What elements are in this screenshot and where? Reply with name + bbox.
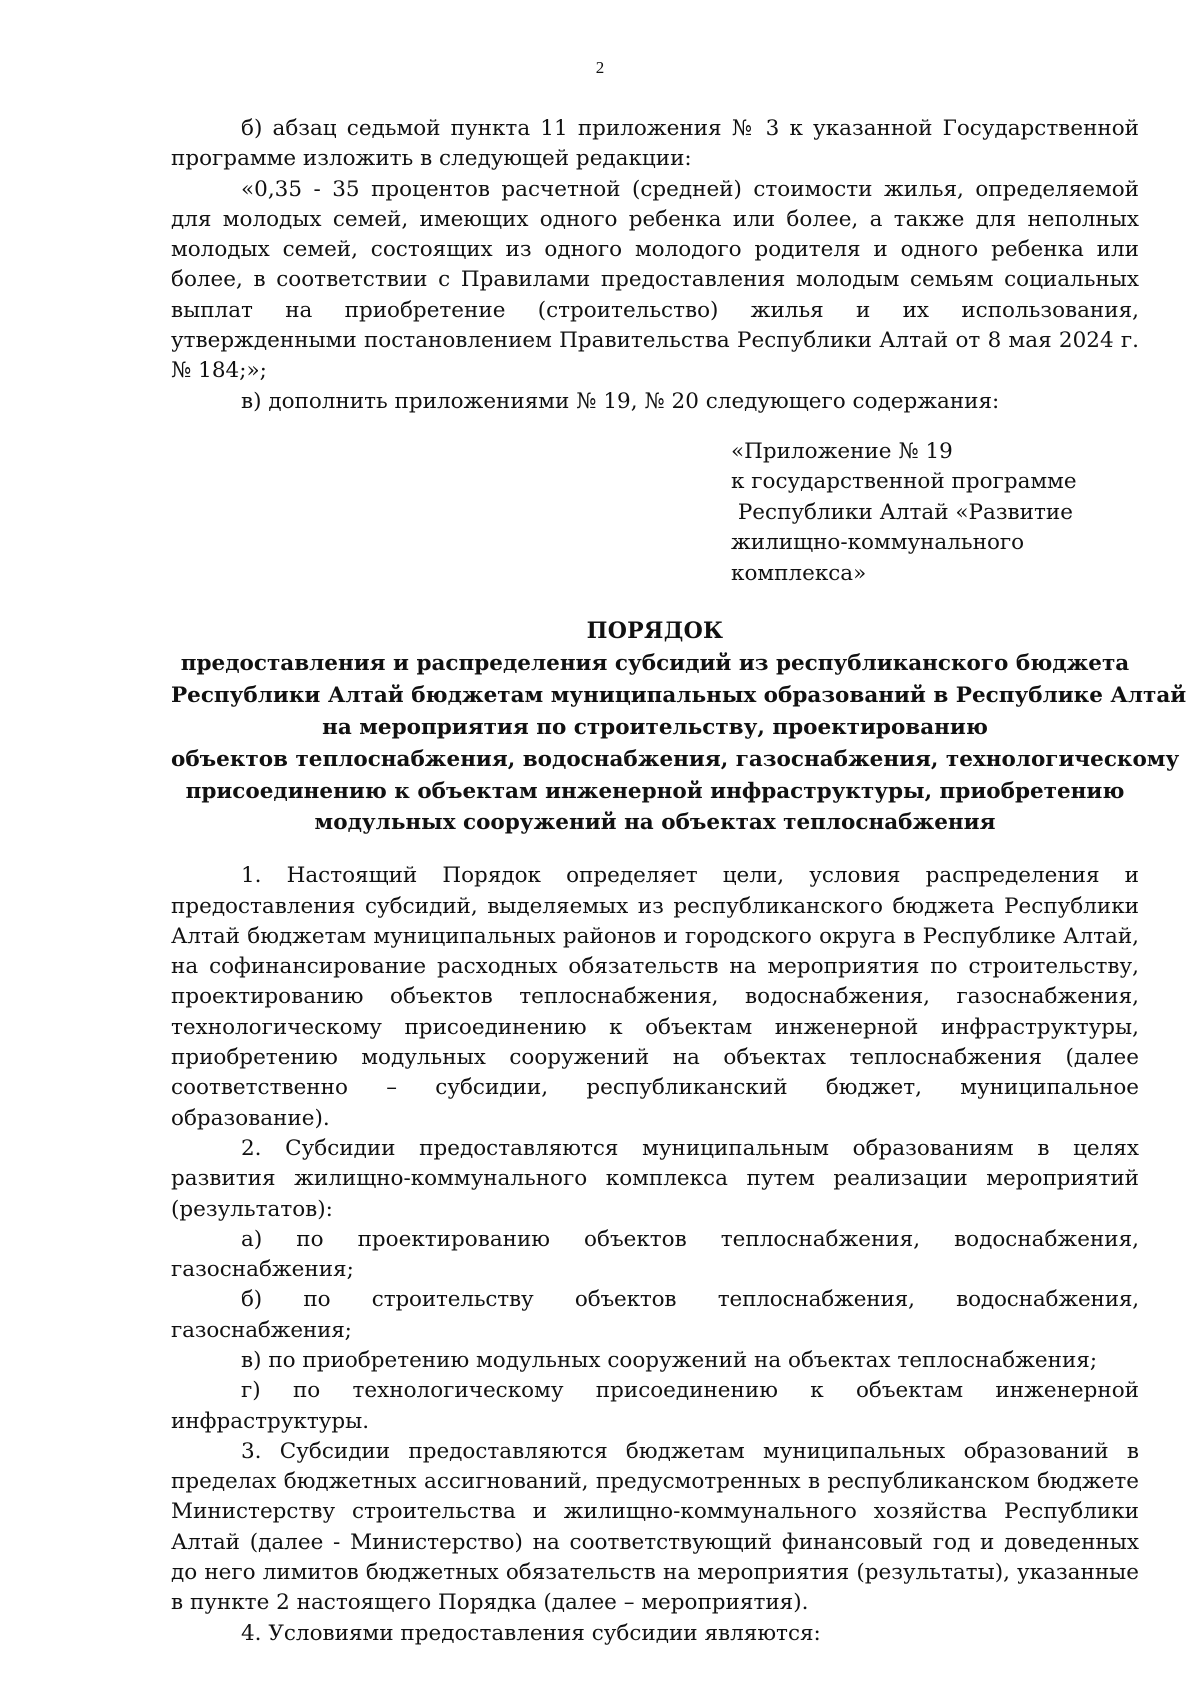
clause-2: 2. Субсидии предоставляются муниципальным образованиям в целях развития жилищно-коммунального комплекса путем реализации мероприятий (результатов): bbox=[171, 1135, 1139, 1222]
procedure-title-block bbox=[171, 614, 1187, 839]
appendix-note-line: «Приложение № 19 bbox=[731, 438, 953, 464]
procedure-subtitle bbox=[171, 648, 1187, 839]
appendix-note-line: комплекса» bbox=[731, 560, 867, 586]
procedure-subtitle-line: присоединению к объектам инженерной инфраструктуры, приобретению bbox=[185, 778, 1125, 804]
procedure-title: ПОРЯДОК bbox=[586, 618, 724, 645]
procedure-subtitle-line: предоставления и распределения субсидий из республиканского бюджета bbox=[180, 651, 1130, 677]
procedure-body bbox=[171, 861, 1139, 1649]
amendment-paragraph-b: б) абзац седьмой пункта 11 приложения № 3 к указанной Государственной программе изложить в следующей редакции: bbox=[171, 116, 1139, 172]
procedure-subtitle-line: на мероприятия по строительству, проектированию bbox=[322, 715, 988, 741]
amendment-paragraph-v: в) дополнить приложениями № 19, № 20 следующего содержания: bbox=[241, 388, 1000, 414]
procedure-subtitle-line: Республики Алтай бюджетам муниципальных образований в Республике Алтай bbox=[171, 683, 1187, 709]
appendix-note bbox=[731, 437, 1131, 590]
appendix-note-line: к государственной программе bbox=[731, 469, 1077, 495]
appendix-note-line: Республики Алтай «Развитие bbox=[731, 499, 1073, 525]
clause-4: 4. Условиями предоставления субсидии являются: bbox=[241, 1620, 821, 1646]
appendix-note-line: жилищно-коммунального bbox=[731, 530, 1025, 556]
clause-1: 1. Настоящий Порядок определяет цели, условия распределения и предоставления субсидий, выделяемых из республиканского бюджета Республики Алтай бюджетам муниципальных районов и городского округа в Республике Алтай, на софинансирование расходных обязательств на мероприятия по строительству, проектированию объектов теплоснабжения, водоснабжения, газоснабжения, технологическому присоединению к объектам инженерной инфраструктуры, приобретению модульных сооружений на объектах теплоснабжения (далее соответственно – субсидии, республиканский бюджет, муниципальное образование). bbox=[171, 863, 1139, 1131]
clause-2-item-b: б) по строительству объектов теплоснабжения, водоснабжения, газоснабжения; bbox=[171, 1287, 1139, 1343]
clause-2-item-v: в) по приобретению модульных сооружений на объектах теплоснабжения; bbox=[241, 1348, 1098, 1373]
amendment-section bbox=[171, 114, 1139, 417]
amendment-quote-paragraph: «0,35 - 35 процентов расчетной (средней) стоимости жилья, определяемой для молодых семей, имеющих одного ребенка или более, а также для неполных молодых семей, состоящих из одного молодого родителя и одного ребенка или более, в соответствии с Правилами предоставления молодым семьям социальных выплат на приобретение (строительство) жилья и их использования, утвержденными постановлением Правительства Республики Алтай от 8 мая 2024 г. № 184;»; bbox=[171, 176, 1139, 384]
page-number: 2 bbox=[595, 58, 605, 77]
procedure-subtitle-line: модульных сооружений на объектах теплоснабжения bbox=[314, 810, 996, 836]
clause-2-item-g: г) по технологическому присоединению к объектам инженерной инфраструктуры. bbox=[171, 1378, 1139, 1434]
procedure-subtitle-line: объектов теплоснабжения, водоснабжения, газоснабжения, технологическому bbox=[171, 746, 1180, 772]
clause-3: 3. Субсидии предоставляются бюджетам муниципальных образований в пределах бюджетных ассигнований, предусмотренных в республиканском бюджете Министерству строительства и жилищно-коммунального хозяйства Республики Алтай (далее - Министерство) на соответствующий финансовый год и доведенных до него лимитов бюджетных обязательств на мероприятия (результаты), указанные в пункте 2 настоящего Порядка (далее – мероприятия). bbox=[171, 1438, 1139, 1616]
clause-2-item-a: а) по проектированию объектов теплоснабжения, водоснабжения, газоснабжения; bbox=[171, 1226, 1139, 1283]
document-content bbox=[171, 114, 1187, 1649]
